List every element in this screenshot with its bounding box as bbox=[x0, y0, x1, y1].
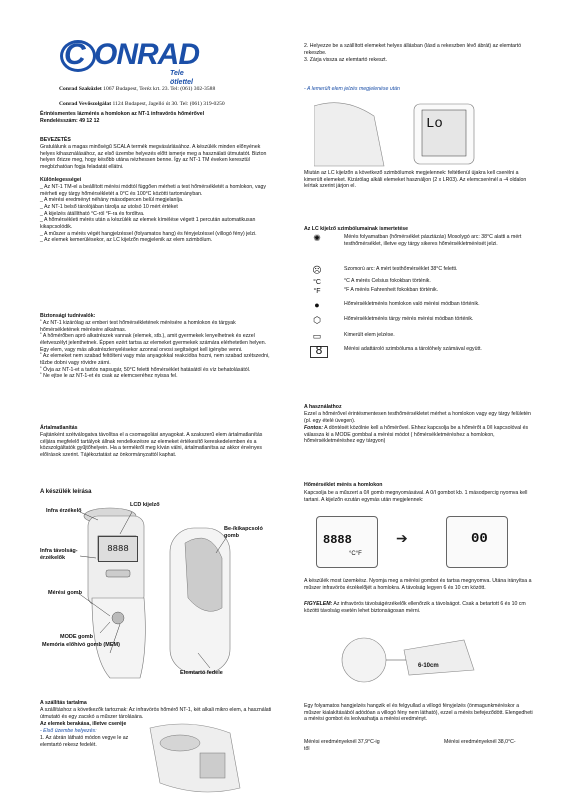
label-infra-sensor: Infra érzékelő bbox=[46, 508, 82, 514]
logo-brand: ONRAD bbox=[94, 38, 199, 71]
sad-face-icon: ☹ bbox=[312, 265, 322, 276]
symbols-heading: Az LC kijelző szimbólumainak ismertetése bbox=[304, 226, 409, 232]
battery-insert-heading: Az elemek berakása, illetve cseréje bbox=[40, 721, 127, 727]
symbol-description: Hőmérsékletmérés homlokon való mérési módban történik. bbox=[344, 301, 480, 307]
safety-item: ˚ Óvja az NT-1-et a tartós napsugár, 50°C feletti hőmérséklet hatásától és víz behatolásától. bbox=[40, 366, 251, 373]
first-use-subheading: - Első üzembe helyezés: bbox=[40, 728, 97, 734]
intro-text: Gratulálunk a magas minőségű SCALA termék megvásárlásához. A készülék minden előnyének helyes kihasználásához, az első üzembe helyezés előtt ismerje meg a használati útmutatót. Bizton helyen őrizze meg, hogy később utána nézhessen benne. Így az NT-1 TM éveken keresztül megbízhatóan fogja feladatát ellátni. bbox=[40, 144, 267, 170]
low-battery-images bbox=[314, 96, 524, 168]
battery-cover-image bbox=[140, 718, 250, 798]
important-note bbox=[304, 425, 534, 445]
symbol-description: Kimerült elem jelzése. bbox=[344, 332, 395, 338]
attention-note bbox=[304, 601, 534, 614]
shop-label: Conrad Szaküzlet bbox=[59, 86, 102, 92]
usage-text: Ezzel a hőmérővel érintésmentesen testhőmérsékletet mérhet a homlokon vagy egy tárgy felületén (pl. egy ételé üvegen). bbox=[304, 411, 531, 424]
feature-item: _ A műszer a mérés végét hangjelzéssel (folyamatos hang) és fényjelzéssel (villogó fény) jelzi. bbox=[40, 230, 257, 237]
safety-heading: Biztonsági tudnivalók: bbox=[40, 313, 96, 319]
person-icon: ● bbox=[314, 300, 320, 311]
device-heading: A készülék leírása bbox=[40, 489, 92, 495]
service-label: Conrad Vevőszolgálat bbox=[59, 101, 112, 107]
cube-icon: ⬡ bbox=[313, 315, 321, 326]
lcd-ready bbox=[446, 516, 508, 568]
important-label: Fontos: bbox=[304, 425, 324, 431]
symbol-description: Mérési adattároló szimbóluma a tárolóhely számával együtt. bbox=[344, 346, 482, 352]
signal-text: Egy folyamatos hangjelzés hangzik el és felgyullad a villogó fényjelzés (önmagunkméréskor a műszer kialakításából adódóan a villogó fény nem látható), ezzel a mérés befejeződött. Elengedheti a mérési gombot és leolvashatja a mérési eredményt. bbox=[304, 703, 533, 723]
label-mode-button: MODE gomb bbox=[60, 634, 93, 640]
insert-step-1: 1. Az ábrán látható módon vegye le az elemtartó rekesz fedelét. bbox=[40, 735, 129, 748]
result-low-suffix: től bbox=[304, 745, 310, 752]
startup-display-sequence bbox=[316, 516, 526, 568]
safety-list bbox=[40, 320, 272, 380]
device-diagram bbox=[40, 498, 280, 693]
symbol-description: Szomorú arc: A mért testhőmérséklet 38°C feletti. bbox=[344, 266, 458, 272]
symbol-description: Hőmérsékletmérés tárgy mérés mérési módban történik. bbox=[344, 316, 474, 322]
safety-item: Egy elem, vagy más alkatrészlenyelésekor azonnal orvosi segítséget kell igénybe venni. bbox=[40, 346, 243, 353]
result-high: Mérési eredményeknél 38,0°C- bbox=[444, 739, 516, 745]
service-text: 1124 Budapest, Jagelló út 30. Tel: (061) 319-0250 bbox=[112, 101, 225, 107]
forehead-heading: Hőmérséklet mérés a homlokon bbox=[304, 482, 383, 488]
logo-c: C bbox=[64, 38, 85, 71]
important-text: A döntését közölnie kell a hőmérővel. Ehhez kapcsolja be a hőmérőt a 0/I kapcsolóval és válassza ki a MODE gombbal a mérési módot ( hőmérsékletméréshez a homlokon, hőmérsékletméréshez egy tárgyon) bbox=[304, 425, 529, 445]
fahrenheit-icon: °F bbox=[313, 287, 321, 295]
safety-item: ˚ Az elemeket nem szabad feltölteni vagy más anyagokkal reakcióba hozni, nem szabad szétszedni, tűzbe dobni vagy rövidre zárni. bbox=[40, 353, 270, 366]
label-memory-button: Memória előhívó gomb (MEM) bbox=[42, 642, 120, 648]
contents-text: A szállításhoz a következők tartoznak: Az infravörös hőmérő NT-1, két alkali mikro elem, a használati útmutató és egy zacskó a műszer tárolására. bbox=[40, 707, 272, 720]
battery-icon: ▭ bbox=[312, 331, 322, 342]
symbol-list bbox=[304, 234, 534, 384]
symbol-description: Mérés folyamatban (hőmérséklet pásztázás) Mosolygó arc: 38°C alatti a mért testhőmérséklet, illetve egy tárgy sikeres hőmérsékletmérését jelzi. bbox=[344, 234, 522, 247]
feature-item: _ A hőmérsékleti mérés után a készülék az elemek kímélése végett 1 percután automatikusan kikapcsolódik. bbox=[40, 217, 256, 230]
doc-title: Érintésmentes lázmérés a homlokon az NT-1 infravörös hőmérővel bbox=[40, 111, 205, 117]
feature-item: _ A mérési eredményt néhány másodpercen belül megjelaníja. bbox=[40, 197, 184, 204]
insert-step-3: 3. Zárja vissza az elemtartó rekeszt. bbox=[304, 57, 388, 63]
low-battery-text: Miután az LC kijelzőn a következő szimbólumok megjelennek: feltétlenül újakra kell cserélni a kimerült elemeket. Kizárólag alkáli elemeket használjon (2 x LR03). Az elemcserénél a -4 oldalon leírtak szerint járjon el. bbox=[304, 170, 527, 190]
result-low bbox=[304, 739, 414, 752]
order-number: Rendelésszám: 49 12 12 bbox=[40, 118, 100, 124]
safety-item: ˚ Ne ejtse le az NT-1-et és csak az elemcseréhez nyissa fel. bbox=[40, 373, 178, 380]
shop-contact bbox=[59, 86, 299, 93]
contents-heading: A szállítás tartalma bbox=[40, 700, 87, 706]
feature-item: _ Az elemek kemerülésekor, az LC kijelzőn megjelenik az elem szimbólum. bbox=[40, 237, 213, 244]
intro-heading: BEVEZETÉS bbox=[40, 137, 71, 143]
attention-label: FIGYELEM: bbox=[304, 601, 333, 607]
features-list bbox=[40, 184, 272, 244]
symbol-description: °F A mérés Fahrenheit fokokban történik. bbox=[344, 287, 439, 293]
attention-text: Az infravörös távolságérzékelők ellenőrzik a távolságot. Csak a betartott 6 és 10 cm közötti távolság esetén lehet biztonságosan mérni. bbox=[304, 601, 526, 614]
usage-heading: A használathoz bbox=[304, 404, 342, 410]
distance-illustration bbox=[314, 620, 514, 690]
logo-tagline: Tele ötlettel bbox=[170, 70, 193, 86]
sun-icon: ✺ bbox=[313, 233, 321, 244]
features-heading: Különlegességei bbox=[40, 177, 82, 183]
conrad-logo bbox=[58, 36, 208, 86]
label-on-off: Be-/kikapcsoló gomb bbox=[224, 526, 263, 540]
lcd-digits: 8888 bbox=[323, 533, 352, 547]
lcd-all-segments bbox=[316, 516, 378, 568]
feature-item: _ A kijelzés átállítható °C-ról °F-ra és fordítva. bbox=[40, 210, 145, 217]
safety-item: ˚ Az NT-1 kizárólag az emberi test hőmérsékletének mérésére a homlokon és tárgyak hőmérsékletének mérésére alkalmas. bbox=[40, 320, 236, 333]
feature-item: _ Az NT-1 belső tárolójában tárolja az utolsó 10 mért értéket bbox=[40, 203, 178, 210]
shop-text: 1067 Budapest, Teréz krt. 23. Tel: (061) 302-3588 bbox=[103, 86, 216, 92]
lcd-units: °C°F bbox=[349, 551, 362, 557]
label-infra-distance: Infra távolság-érzékelők bbox=[40, 548, 78, 562]
lcd-display: 8888 bbox=[98, 536, 138, 562]
feature-item: _ Az NT-1 TM-el a beállított mérési módtól függően mérheti a test hőmérsékletét a homlokon, vagy mérheti egy tárgy hőmérsékletét a 0°C és 100°C közötti tartományban. bbox=[40, 184, 266, 197]
label-measure-button: Mérési gomb bbox=[48, 590, 82, 596]
lcd-zeros: 00 bbox=[471, 531, 488, 547]
disposal-heading: Ártalmatlanítás bbox=[40, 425, 78, 431]
symbol-description: °C A mérés Celsius fokokban történik. bbox=[344, 278, 431, 284]
label-battery-cover: Elemtartó fedele bbox=[180, 670, 223, 676]
disposal-text: Fajtánként szétválogatva távolítsa el a csomagolási anyagokat. A szakszerű elem ártalmatlanítás céljára megfelelő tartályok állnak rendelkezésre az elemeket értékesítő kereskedelemben és a közszolgáltatók gyűjtőhelyein. Ha a termékről meg kíván válni, ártalmatlanítsa az akkor érvényes előírások szerint. Tájékoztatást az önkormányzattól kaphat. bbox=[40, 432, 263, 458]
label-lcd: LCD kijelző bbox=[130, 502, 160, 508]
arrow-right-icon: ➔ bbox=[396, 530, 408, 546]
service-contact bbox=[59, 101, 299, 108]
celsius-icon: °C bbox=[313, 278, 321, 286]
safety-item: ˚ A hőmérőben apró alkatrészek vannak (elemek, stb.), amit gyermekek lenyelhetnek és ezzel életveszélyt jelenthetnek. Éppen ezért tartsa az elemeket gyermekek számára elérhetetlen helyen. bbox=[40, 333, 267, 346]
distance-label: 6-10cm bbox=[418, 663, 439, 669]
insert-step-2: 2. Helyezze be a szállított elemeket helyes állásban (lásd a rekeszben lévő ábrát) az elemtartó rekeszbe. bbox=[304, 43, 522, 56]
forehead-text: Kapcsolja be a műszert a 0/I gomb megnyomásával. A 0/I gombot kb. 1 másodpercig nyomva kell tartani. A kijelzőn ezután egymás után megjelennek: bbox=[304, 490, 528, 503]
low-battery-caption: - A lemerült elem jelzés megjelenése után bbox=[304, 86, 400, 92]
result-low-text: Mérési eredményeknél 37,9°C-ig bbox=[304, 739, 380, 745]
lcd-lo-value: Lo bbox=[426, 116, 443, 132]
memory-icon: 8 bbox=[310, 346, 328, 358]
ready-text: A készülék most üzemkész. Nyomja meg a mérési gombot és tartsa megnyomva. Utána irányítsa a műszer infravörös érzékelőjét a homlokra. A távolság legyen 6 és 10 cm között. bbox=[304, 578, 532, 591]
